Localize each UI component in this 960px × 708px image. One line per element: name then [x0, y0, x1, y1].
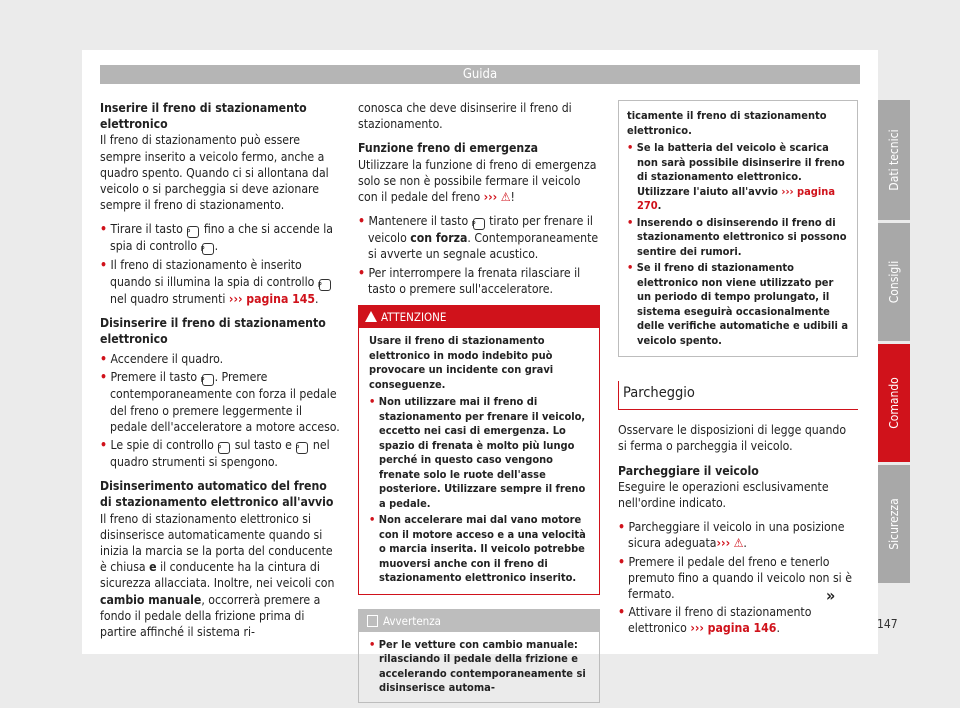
list-item: • Le spie di controllo P sul tasto e P nel quadro strumenti si spengono.: [100, 438, 330, 470]
paragraph: conosca che deve disinserire il freno di stazionamento.: [358, 101, 572, 132]
list-item: • Per interrompere la frenata rilasciare il tasto o premere sull'acceleratore.: [358, 265, 581, 296]
warning-triangle-icon: ⚠: [733, 536, 744, 551]
warning-box: [358, 305, 600, 595]
side-tabs: [878, 100, 910, 586]
note-continuation-box: ticamente il freno di stazionamento elettronico. • Se la batteria del veicolo è scarica non sarà possibile disinserire il freno di stazionamento elettronico. Utilizzare l'aiuto all'avvio ››› pagina 270. • Inserendo o disinserendo il freno di stazionamento elettronico si possono sentire dei rumori. • Se il freno di stazionamento elettronico non viene utilizzato per un periodo di tempo prolungato, il sistema eseguirà occasionalmente delle verifiche automatiche e udibili a veicolo spento.: [618, 100, 858, 357]
list-item: • Premere il pedale del freno e tenerlo premuto fino a quando il veicolo non si è fermato.: [618, 554, 852, 602]
heading-auto-release: Disinserimento automatico del freno di stazionamento elettronico all'avvio: [100, 479, 334, 510]
continue-arrow-icon: »: [826, 586, 836, 605]
section-title: Parcheggio: [618, 381, 858, 410]
warning-triangle-icon: ⚠: [500, 190, 511, 205]
warning-triangle-icon: [365, 311, 377, 322]
column-3: [618, 100, 858, 639]
parking-button-icon: P: [202, 374, 214, 386]
parking-button-icon: P: [473, 218, 485, 230]
tab-sicurezza[interactable]: Sicurezza: [878, 465, 910, 583]
note-icon: [367, 615, 378, 627]
page-number: 147: [877, 617, 898, 631]
heading-release: Disinserire il freno di stazionamento elettronico: [100, 315, 326, 347]
tab-dati-tecnici[interactable]: Dati tecnici: [878, 100, 910, 220]
control-light-icon: P: [319, 279, 331, 291]
page-header: Guida: [100, 65, 860, 84]
warning-header: ATTENZIONE: [359, 306, 599, 328]
page-link[interactable]: ››› pagina 146: [690, 621, 777, 636]
control-light-icon: P: [202, 243, 214, 255]
list-item: • Tirare il tasto P fino a che si accende la spia di controllo P .: [100, 222, 333, 254]
column-2: [358, 100, 600, 703]
control-light-icon: P: [218, 442, 230, 454]
list-item: • Attivare il freno di stazionamento elettronico ››› pagina 146.: [618, 605, 812, 636]
note-body: • Per le vetture con cambio manuale: rilasciando il pedale della frizione e accelerando contemporaneamente si disinserisce automa-: [369, 637, 586, 695]
heading-park: Parcheggiare il veicolo: [618, 463, 759, 478]
heading-insert: Inserire il freno di stazionamento elettronico: [100, 101, 307, 132]
tab-consigli[interactable]: Consigli: [878, 223, 910, 341]
paragraph: Il freno di stazionamento elettronico si disinserisce automaticamente quando si inizia la marcia se la porta del conducente è chiusa e il conducente ha la cintura di sicurezza allacciata. Inoltre, nei veicoli con cambio manuale, occorrerà premere a fondo il pedale della frizione prima di partire affinché il sistema ri-: [100, 511, 335, 640]
control-light-icon: P: [296, 442, 308, 454]
list-item: • Premere il tasto P . Premere contemporaneamente con forza il pedale del freno o premere leggermente il pedale dell'acceleratore a motore acceso.: [100, 370, 340, 434]
list-item: • Il freno di stazionamento è inserito quando si illumina la spia di controllo P nel quadro strumenti ››› pagina 145.: [100, 257, 340, 306]
list-item: • Accendere il quadro.: [100, 352, 224, 367]
column-1: [100, 100, 340, 648]
paragraph: Osservare le disposizioni di legge quando si ferma o parcheggia il veicolo.: [618, 423, 847, 454]
note-header: Avvertenza: [359, 610, 599, 632]
list-item: • Parcheggiare il veicolo in una posizione sicura adeguata››› ⚠.: [618, 520, 845, 551]
paragraph: Il freno di stazionamento può essere sempre inserito a veicolo fermo, anche a quadro spento. Quando ci si allontana dal veicolo o si parcheggia si deve azionare sempre il freno di stazionamento.: [100, 133, 329, 213]
heading-emergency: Funzione freno di emergenza: [358, 141, 539, 156]
note-box: [358, 609, 600, 703]
paragraph: Eseguire le operazioni esclusivamente nell'ordine indicato.: [618, 479, 829, 511]
parking-button-icon: P: [187, 226, 199, 238]
warning-body: Usare il freno di stazionamento elettronico in modo indebito può provocare un incidente con gravi conseguenze. • Non utilizzare mai il freno di stazionamento per frenare il veicolo, eccetto nei casi di emergenza. Lo spazio di frenata è molto più lungo perché in questo caso vengono frenate solo le ruote dell'asse posteriore. Utilizzare sempre il freno a pedale. • Non accelerare mai dal vano motore con il motore acceso e a una velocità o marcia inserita. Il veicolo potrebbe muoversi anche con il freno di stazionamento elettronico inserito.: [369, 334, 586, 585]
page-link[interactable]: ››› pagina 270: [637, 184, 836, 212]
tab-comando[interactable]: Comando: [878, 344, 910, 462]
paragraph: Utilizzare la funzione di freno di emergenza solo se non è possibile fermare il veicolo con il pedale del freno ››› ⚠!: [358, 157, 597, 205]
page-link[interactable]: ››› pagina 145: [228, 291, 316, 306]
list-item: • Mantenere il tasto P tirato per frenare il veicolo con forza. Contemporaneamente si avverte un segnale acustico.: [358, 214, 599, 262]
